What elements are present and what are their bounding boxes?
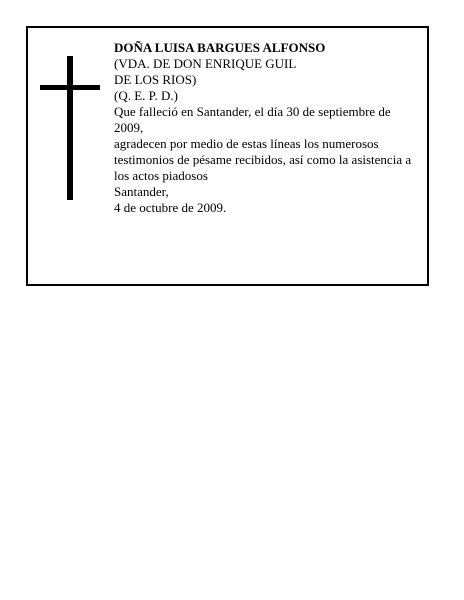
widow-line-2: DE LOS RIOS) — [114, 72, 197, 87]
obituary-notice-box — [26, 26, 429, 286]
rip-line: (Q. E. P. D.) — [114, 88, 178, 103]
deceased-name: DOÑA LUISA BARGUES ALFONSO — [114, 40, 326, 55]
widow-line-1: (VDA. DE DON ENRIQUE GUIL — [114, 56, 297, 71]
notice-text-block — [114, 40, 420, 216]
thanks-statement: agradecen por medio de estas líneas los numerosos testimonios de pésame recibidos, así como la asistencia a los actos piadosos — [114, 136, 412, 183]
place-line: Santander, — [114, 184, 169, 199]
cross-icon — [40, 56, 100, 200]
death-statement: Que falleció en Santander, el día 30 de septiembre de 2009, — [114, 104, 391, 135]
cross-horizontal-bar — [40, 85, 100, 90]
cross-vertical-bar — [67, 56, 73, 200]
date-line: 4 de octubre de 2009. — [114, 200, 227, 215]
